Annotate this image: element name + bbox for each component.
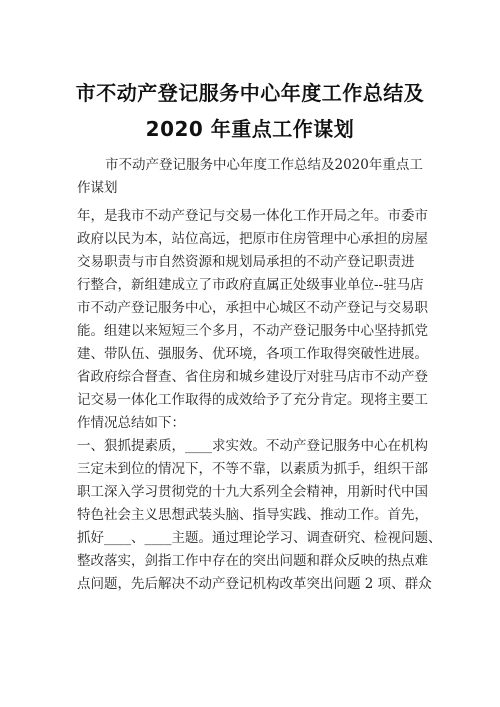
body-line: 记交易一体化工作取得的成效给予了充分肯定。现将主要工: [77, 392, 428, 408]
body-line: 点问题，先后解决不动产登记机构改革突出问题 2 项、群众: [77, 576, 432, 592]
body-line: 行整合，新组建成立了市政府直属正处级事业单位--驻马店: [77, 277, 424, 293]
body-line: 职工深入学习贯彻党的十九大系列全会精神，用新时代中国: [77, 484, 428, 500]
body-line: 省政府综合督查、省住房和城乡建设厅对驻马店市不动产登: [77, 369, 428, 385]
subheading-line: 市不动产登记服务中心年度工作总结及2020年重点工: [105, 157, 423, 173]
body-line: 抓好____、____主题。通过理论学习、调查研究、检视问题、: [77, 530, 442, 546]
body-line: 建、带队伍、强服务、优环境，各项工作取得突破性进展。: [77, 346, 428, 362]
document-subheading: [77, 154, 437, 200]
body-line: 三定未到位的情况下，不等不靠，以素质为抓手，组织干部: [77, 461, 428, 477]
body-line: 作情况总结如下：: [77, 415, 185, 431]
document-body: [77, 205, 442, 596]
document-title-line-2: 2020 年重点工作谋划: [145, 117, 355, 141]
body-line: 特色社会主义思想武装头脑、指导实践、推动工作。首先，: [77, 507, 428, 523]
body-line: 一、狠抓提素质，____求实效。不动产登记服务中心在机构: [77, 438, 428, 454]
body-line: 年，是我市不动产登记与交易一体化工作开局之年。市委市: [77, 208, 428, 224]
body-line: 市不动产登记服务中心，承担中心城区不动产登记与交易职: [77, 300, 428, 316]
document-title-line-1: 市不动产登记服务中心年度工作总结及: [75, 81, 425, 105]
body-line: 政府以民为本，站位高远，把原市住房管理中心承担的房屋: [77, 231, 428, 247]
body-line: 交易职责与市自然资源和规划局承担的不动产登记职责进: [77, 254, 415, 270]
body-line: 整改落实，剑指工作中存在的突出问题和群众反映的热点难: [77, 553, 428, 569]
body-line: 能。组建以来短短三个多月，不动产登记服务中心坚持抓党: [77, 323, 428, 339]
subheading-line: 作谋划: [77, 180, 118, 196]
